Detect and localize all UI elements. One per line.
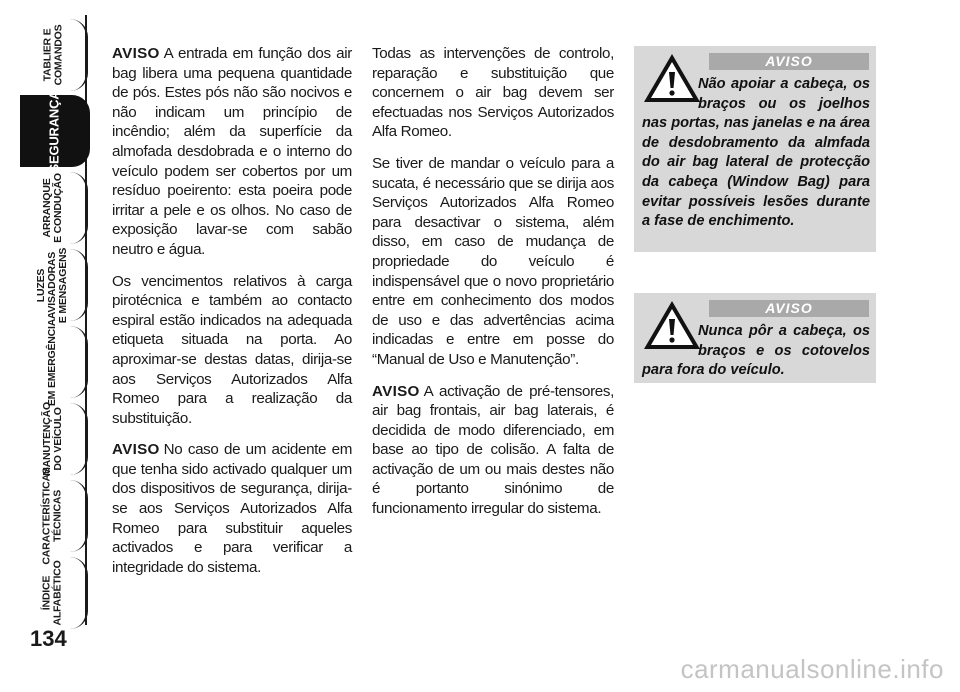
tab-label: ARRANQUE E CONDUÇÃO bbox=[41, 173, 65, 243]
paragraph-warning-dust bbox=[112, 44, 352, 260]
warning-label: AVISO bbox=[709, 300, 869, 317]
aviso-keyword: AVISO bbox=[112, 45, 160, 62]
warning-box-body-parts bbox=[634, 293, 876, 383]
warning-label: AVISO bbox=[709, 53, 869, 70]
aviso-keyword: AVISO bbox=[112, 441, 160, 459]
paragraph-text: A activação de pré-tensores, air bag frontais, air bag laterais, é decidida de modo diferenciado, em base ao tipo de colisão. A falta de activação de um ou mais destes não é portanto sinónimo de funcionamento irregular do sistema. bbox=[372, 382, 614, 518]
paragraph-warning-accident bbox=[112, 440, 352, 577]
tab-manutencao-veiculo[interactable] bbox=[20, 403, 88, 475]
paragraph-service: Todas as intervenções de controlo, reparação e substituição que concernem o air bag devem ser efectuadas nos Serviços Autorizados Alfa Romeo. bbox=[372, 45, 614, 141]
tab-label: SEGURANÇA bbox=[46, 90, 62, 172]
tab-seguranca[interactable] bbox=[20, 90, 90, 172]
tab-caracteristicas-tecnicas[interactable] bbox=[20, 467, 88, 565]
aviso-keyword: AVISO bbox=[372, 382, 420, 400]
side-tab-navigation bbox=[20, 15, 100, 625]
paragraph-expiry: Os vencimentos relativos à carga pirotécnica e também ao contacto espiral estão indicados na adequada etiqueta situada na porta. Ao aproximar-se destas datas, dirija-se aos Serviços Autorizados Alfa Romeo para a realização da substituição. bbox=[112, 272, 352, 427]
tab-tablier-comandos[interactable] bbox=[20, 19, 88, 91]
paragraph-text: No caso de um acidente em que tenha sido activado qualquer um dos dispositivos de segurança, dirija-se aos Serviços Autorizados Alfa Romeo para substituir aqueles activados e para verificar a integridade do sistema. bbox=[112, 441, 352, 576]
paragraph-text: A entrada em função dos air bag libera uma pequena quantidade de pós. Estes pós não são nocivos e não indicam um princípio de incêndio; além da superfície da almofada desdobrada e o interno do veículo podem ser cobertos por um resíduo poeirento: esta poeira pode irritar a pele e os olhos. No caso de exposição lavar-se com sabão neutro e água. bbox=[112, 45, 352, 258]
tab-label: MANUTENÇÃO DO VEÍCULO bbox=[41, 402, 65, 476]
tab-label: TABLIER E COMANDOS bbox=[40, 24, 64, 86]
warning-text: Nunca pôr a cabeça, os braços e os cotovelos para fora do veículo. bbox=[642, 323, 870, 379]
page-number: 134 bbox=[30, 626, 67, 651]
tab-label: CARACTERÍSTICAS TÉCNICAS bbox=[41, 467, 64, 565]
tab-arranque-conducao[interactable] bbox=[20, 172, 88, 244]
text-column-1 bbox=[112, 44, 352, 589]
tab-label: EM EMERGÊNCIA bbox=[46, 318, 59, 406]
tab-indice-alfabetico[interactable] bbox=[20, 557, 88, 629]
tab-label: LUZES AVISADORAS E MENSAGENS bbox=[35, 247, 70, 323]
tab-em-emergencia[interactable] bbox=[20, 318, 88, 406]
paragraph-scrapping: Se tiver de mandar o veículo para a sucata, é necessário que se dirija aos Serviços Autorizados Alfa Romeo para desactivar o sistema, além disso, em caso de mudança de propriedade do veículo é indispensável que o novo proprietário entre em conhecimento dos modos de uso e das advertências acima indicadas e entre em posse do “Manual de Uso e Manutenção”. bbox=[372, 154, 614, 368]
tab-label: ÍNDICE ALFABÉTICO bbox=[41, 560, 64, 626]
warning-text: Não apoiar a cabeça, os braços ou os joelhos nas portas, nas janelas e na área de desdobramento da almfada do air bag lateral de protecção da cabeça (Window Bag) para evitar possíveis lesões durante a fase de enchimento. bbox=[642, 76, 870, 230]
paragraph-warning-activation bbox=[372, 382, 614, 519]
tab-luzes-avisadoras[interactable] bbox=[20, 249, 88, 321]
warning-box-window-bag bbox=[634, 46, 876, 252]
text-column-2 bbox=[372, 44, 614, 531]
watermark: carmanualsonline.info bbox=[680, 654, 944, 684]
